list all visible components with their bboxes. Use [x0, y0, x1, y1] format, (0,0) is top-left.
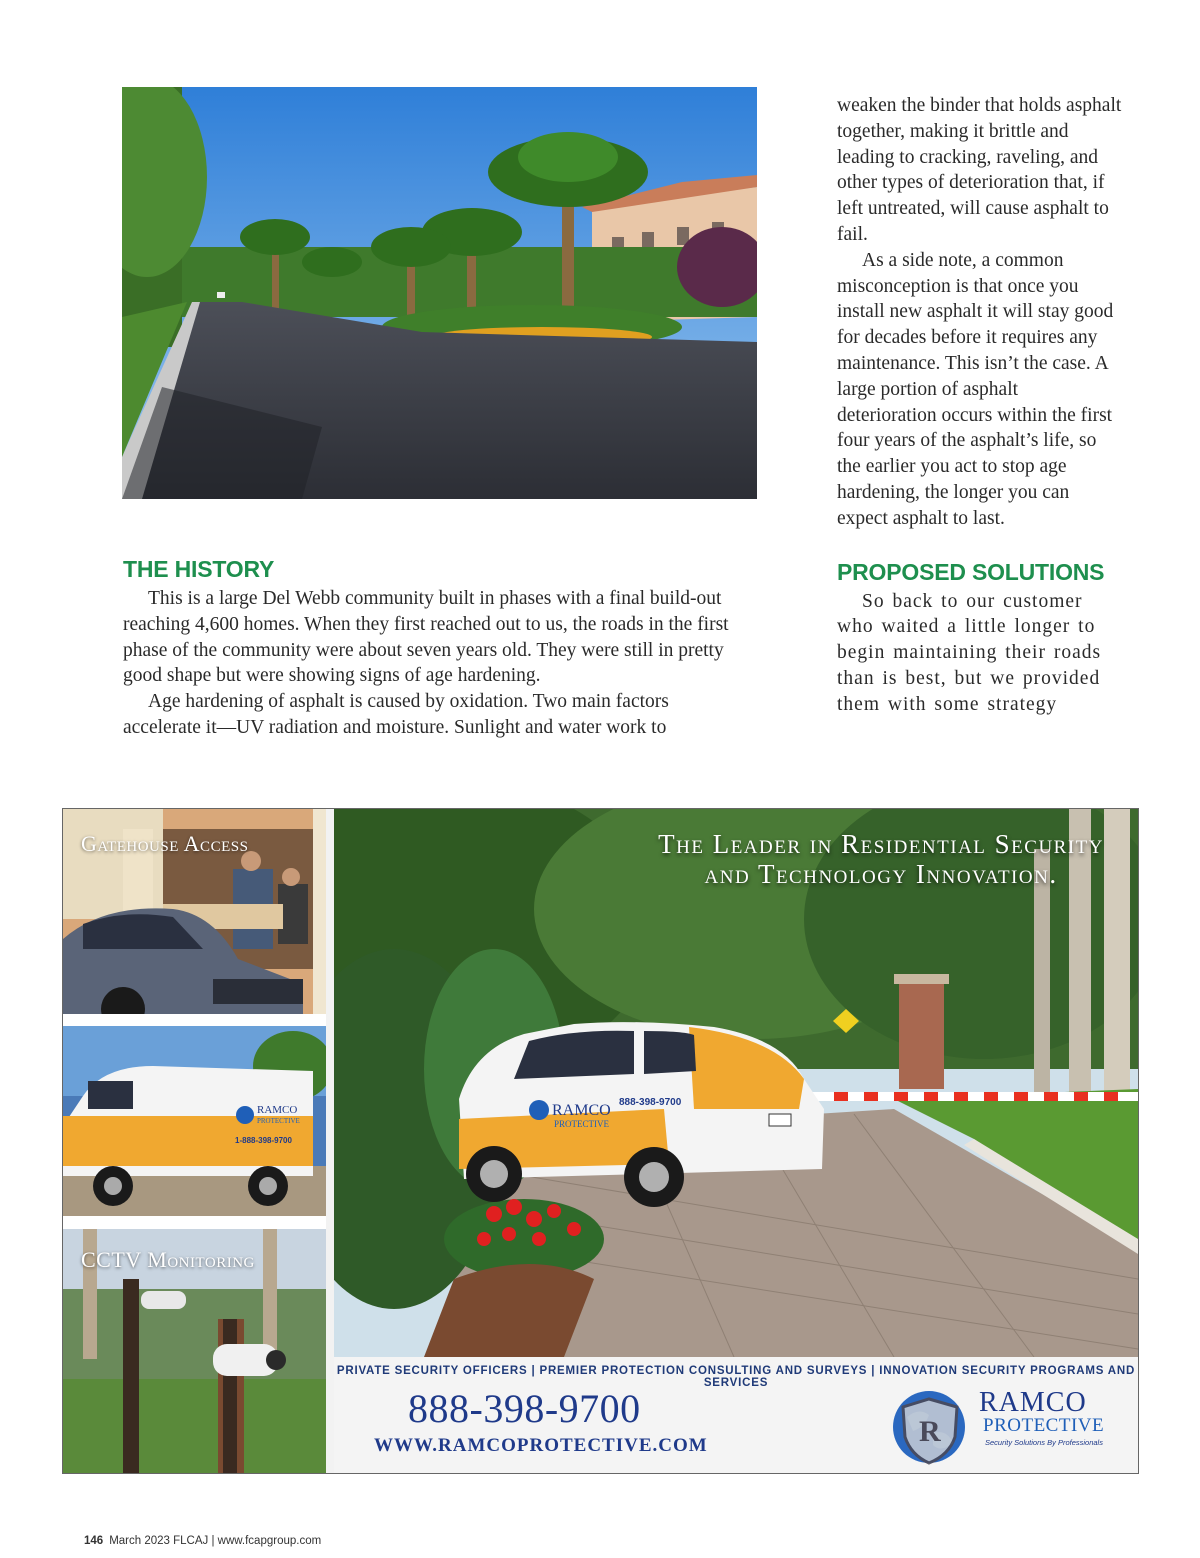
ad-contact-bar: [334, 1357, 1138, 1473]
gatehouse-photo: [63, 809, 326, 1014]
page-number: 146: [84, 1535, 104, 1547]
logo-name: RAMCO: [979, 1387, 1087, 1418]
history-heading: THE HISTORY: [123, 556, 275, 582]
side-note-paragraph: As a side note, a common misconception is that once you install new asphalt it will stay good for decades before it requires any maintenance. This isn’t the case. A large portion of asphalt deterioration occurs within the first four years of the asphalt’s life, so the earlier you act to stop age hardening, the longer you can expect asphalt to last.: [837, 249, 1114, 529]
ad-photo-strip: [63, 809, 326, 1473]
van-illustration: [63, 1026, 326, 1216]
road-photo-illustration: [122, 87, 757, 499]
history-paragraph: This is a large Del Webb community built in phases with a final build-out reaching 4,600 homes. When they first reached out to us, the roads in the first phase of the community were about seven years old. They were still in pretty good shape but were showing signs of age hardening.: [123, 588, 729, 687]
van-photo: [63, 1026, 326, 1216]
van-brand-sub: PROTECTIVE: [257, 1117, 300, 1125]
gate-patrol-illustration: [334, 809, 1138, 1357]
ad-headline-line1: The Leader in Residential Security: [658, 829, 1104, 859]
article-left-column: [123, 554, 748, 741]
ad-phone-number: 888-398-9700: [408, 1386, 641, 1431]
solutions-heading: PROPOSED SOLUTIONS: [837, 558, 1105, 585]
logo-tagline: Security Solutions By Professionals: [985, 1438, 1103, 1447]
issue-info: March 2023 FLCAJ | www.fcapgroup.com: [109, 1535, 322, 1547]
van-phone: 1-888-398-9700: [235, 1136, 292, 1145]
ad-services-list: PRIVATE SECURITY OFFICERS | PREMIER PROTECTION CONSULTING AND SURVEYS | INNOVATION SECURITY PROGRAMS AND SERVICES: [336, 1365, 1136, 1389]
page-footer: [84, 1535, 321, 1547]
continued-paragraph: weaken the binder that holds asphalt together, making it brittle and leading to cracking, raveling, and other types of deterioration that, if left untreated, will cause asphalt to fail.: [837, 95, 1122, 245]
ad-headline: [658, 829, 1104, 889]
van-brand: RAMCO: [257, 1104, 298, 1116]
solutions-paragraph: So back to our customer who waited a little longer to begin maintaining their roads than is best, but we provided them with some strategy: [837, 590, 1102, 715]
ad-website: WWW.RAMCOPROTECTIVE.COM: [374, 1435, 708, 1456]
car-brand-sub: PROTECTIVE: [554, 1119, 609, 1129]
car-brand: RAMCO: [552, 1102, 611, 1119]
ad-main-photo: [334, 809, 1138, 1357]
cctv-caption: CCTV Monitoring: [81, 1247, 255, 1272]
ramco-advertisement: [62, 808, 1139, 1474]
history-paragraph: Age hardening of asphalt is caused by oxidation. Two main factors accelerate it—UV radiation and moisture. Sunlight and water work to: [123, 691, 669, 738]
ramco-logo: [889, 1387, 1109, 1467]
cctv-photo: [63, 1229, 326, 1473]
logo-subtitle: PROTECTIVE: [983, 1415, 1105, 1436]
svg-text:R: R: [919, 1415, 941, 1448]
road-photo: [122, 87, 757, 499]
ad-headline-line2: and Technology Innovation.: [704, 859, 1058, 889]
globe-shield-icon: [889, 1387, 979, 1467]
car-phone: 888-398-9700: [619, 1097, 682, 1108]
gatehouse-caption: Gatehouse Access: [81, 831, 249, 856]
article-right-column: [837, 93, 1122, 718]
